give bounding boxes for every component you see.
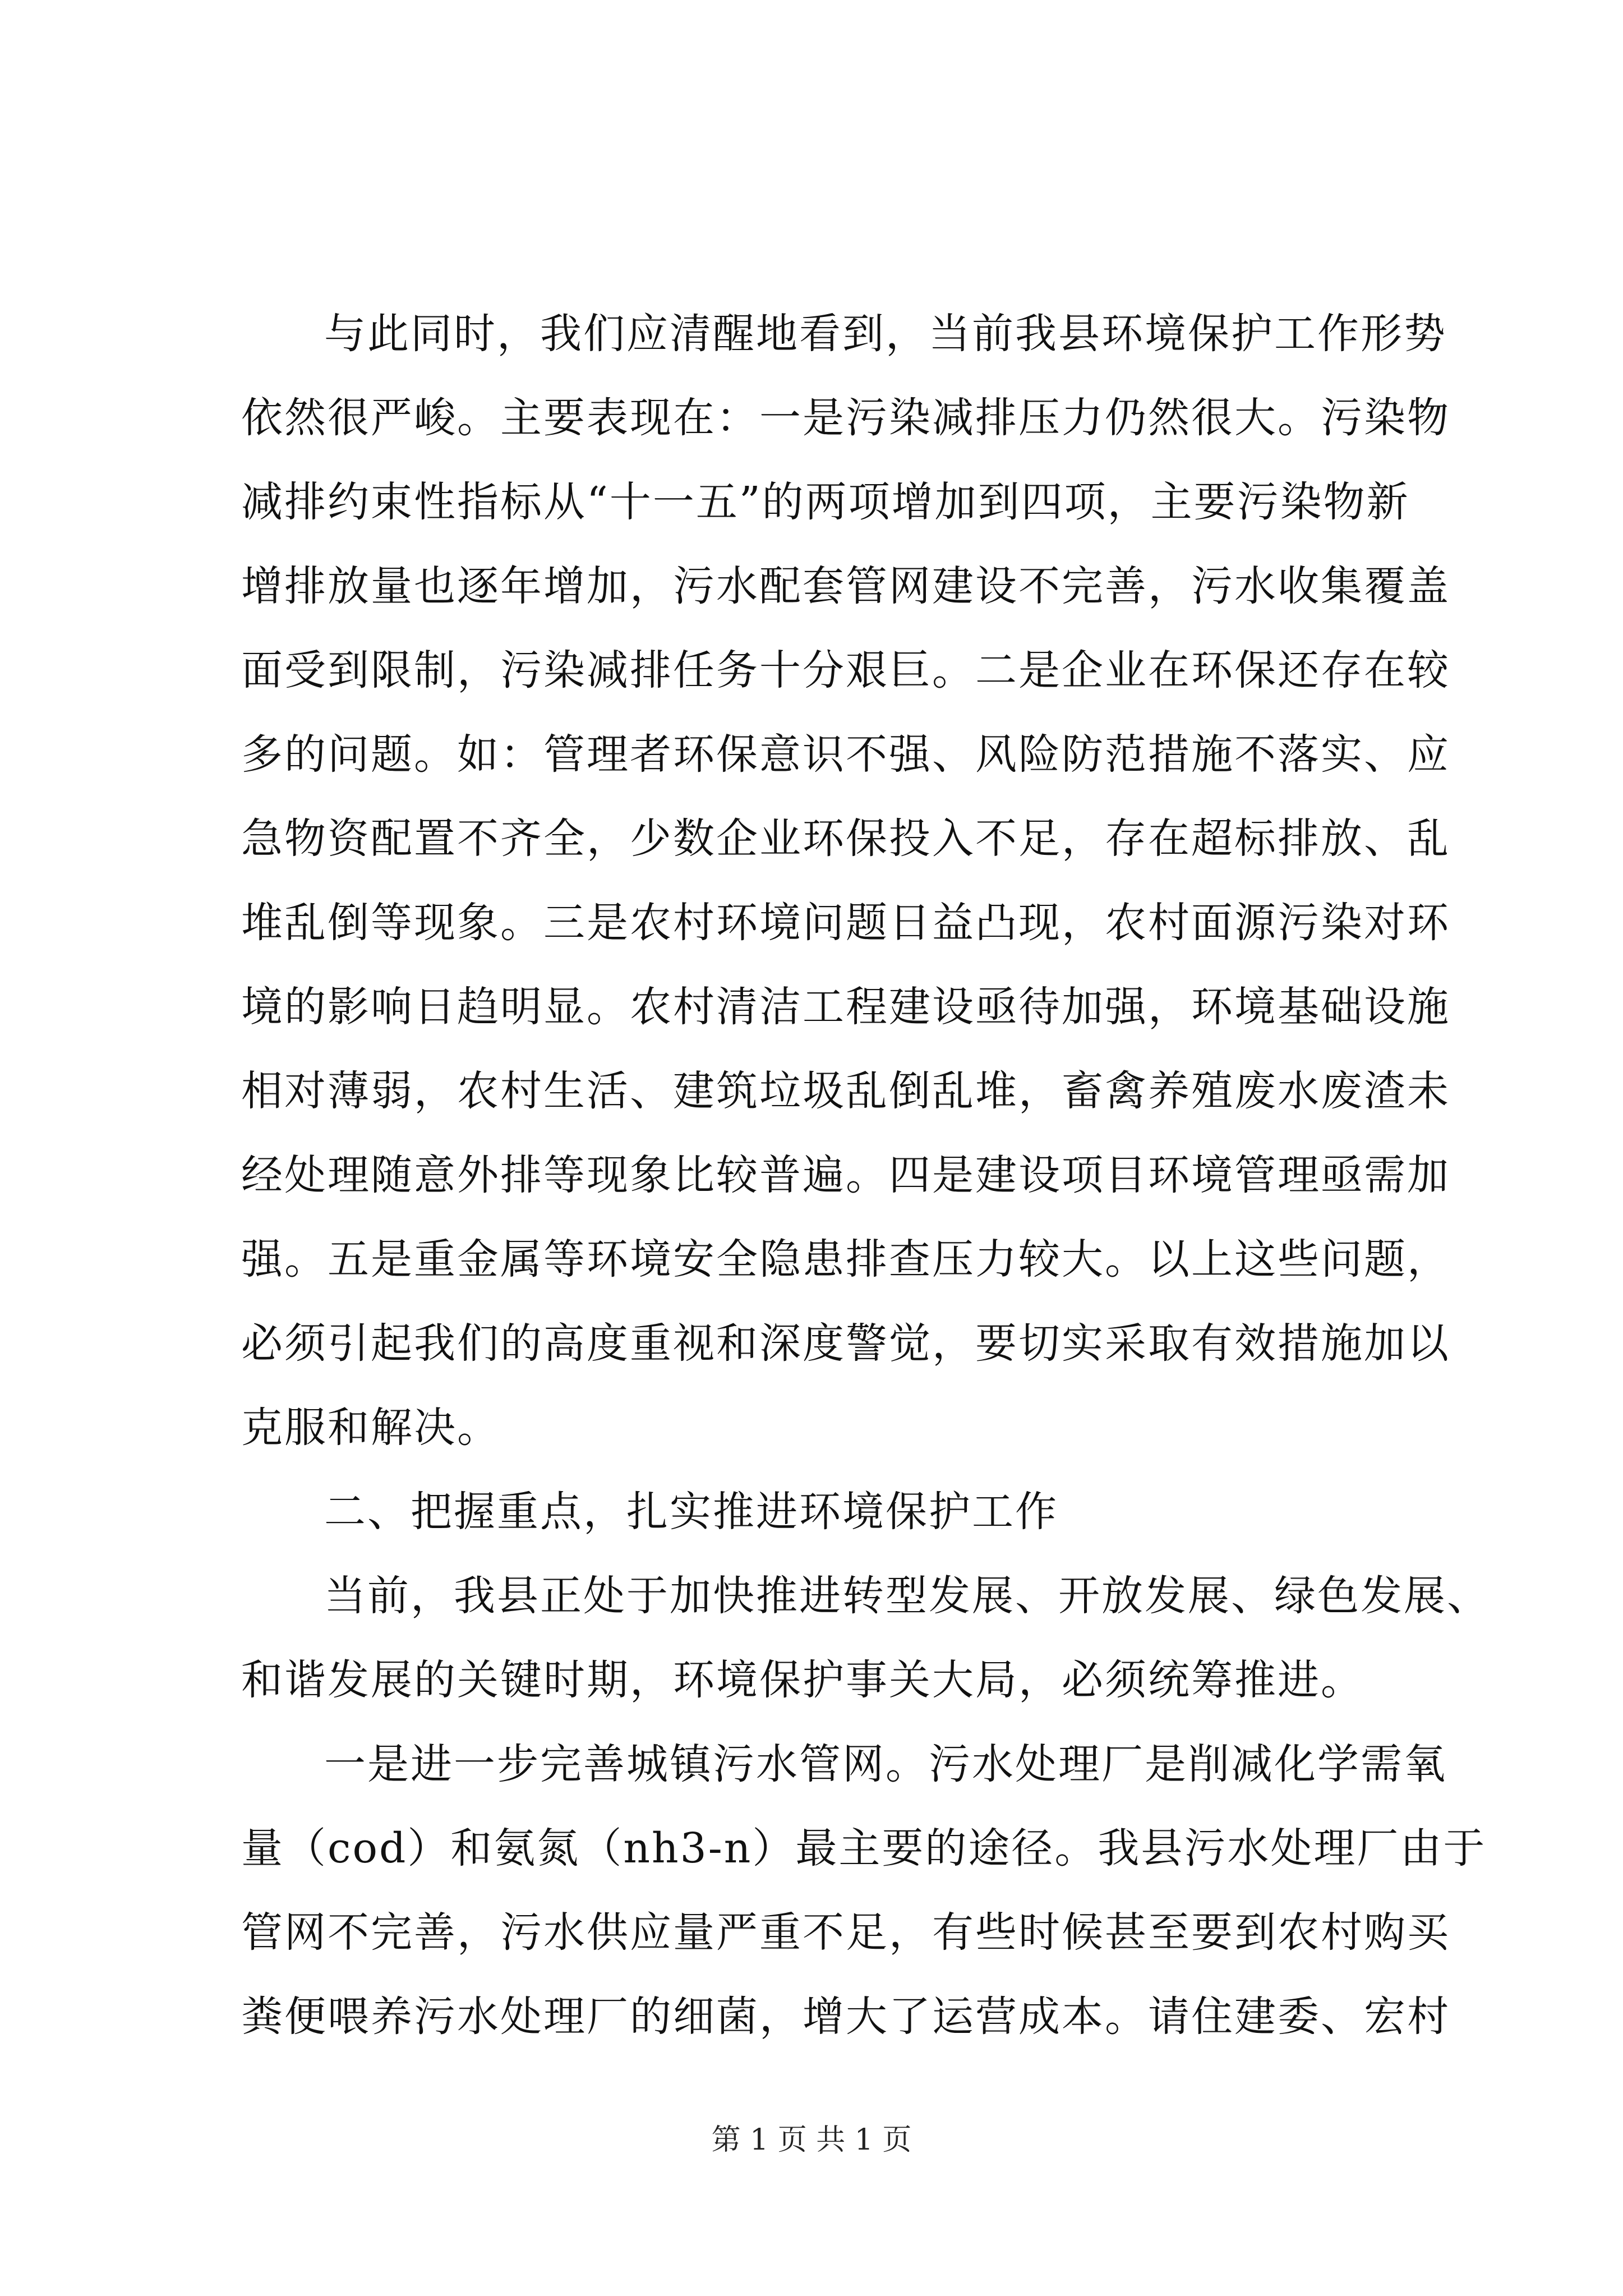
text-line: 量（cod）和氨氮（nh3-n）最主要的途径。我县污水处理厂由于: [241, 1824, 1487, 1872]
section-heading: [241, 1470, 1408, 1554]
heading-line: 二、把握重点，扎实推进环境保护工作: [324, 1488, 1058, 1536]
text-line: 相对薄弱，农村生活、建筑垃圾乱倒乱堆，畜禽养殖废水废渣未: [241, 1067, 1450, 1115]
text-line: 与此同时，我们应清醒地看到，当前我县环境保护工作形势: [324, 310, 1447, 358]
text-line: 克服和解决。: [241, 1404, 500, 1452]
text-line: 和谐发展的关键时期，环境保护事关大局，必须统筹推进。: [241, 1656, 1364, 1704]
text-line: 强。五是重金属等环境安全隐患排查压力较大。以上这些问题，: [241, 1235, 1450, 1283]
paragraph-environment-situation: [241, 292, 1450, 1470]
paragraph-current-period: [241, 1554, 1490, 1722]
text-line: 粪便喂养污水处理厂的细菌，增大了运营成本。请住建委、宏村: [241, 1993, 1450, 2041]
text-line: 面受到限制，污染减排任务十分艰巨。二是企业在环保还存在较: [241, 646, 1450, 694]
text-line: 一是进一步完善城镇污水管网。污水处理厂是削减化学需氧: [324, 1740, 1447, 1788]
page-number-label: 第 1 页 共 1 页: [711, 2123, 912, 2157]
text-line: 急物资配置不齐全，少数企业环保投入不足，存在超标排放、乱: [241, 815, 1450, 863]
paragraph-sewage-network: [241, 1722, 1487, 2059]
text-line: 必须引起我们的高度重视和深度警觉，要切实采取有效措施加以: [241, 1319, 1450, 1368]
text-line: 管网不完善，污水供应量严重不足，有些时候甚至要到农村购买: [241, 1908, 1450, 1957]
document-body: [241, 292, 1490, 2059]
text-line: 境的影响日趋明显。农村清洁工程建设亟待加强，环境基础设施: [241, 983, 1450, 1031]
text-line: 减排约束性指标从“十一五”的两项增加到四项，主要污染物新: [241, 478, 1410, 526]
text-line: 经处理随意外排等现象比较普遍。四是建设项目环境管理亟需加: [241, 1151, 1450, 1199]
text-line: 依然很严峻。主要表现在：一是污染减排压力仍然很大。污染物: [241, 394, 1450, 442]
page-footer: [0, 2120, 1623, 2160]
text-line: 堆乱倒等现象。三是农村环境问题日益凸现，农村面源污染对环: [241, 899, 1450, 947]
text-line: 当前，我县正处于加快推进转型发展、开放发展、绿色发展、: [324, 1572, 1490, 1620]
text-line: 多的问题。如：管理者环保意识不强、风险防范措施不落实、应: [241, 730, 1450, 779]
text-line: 增排放量也逐年增加，污水配套管网建设不完善，污水收集覆盖: [241, 562, 1450, 610]
